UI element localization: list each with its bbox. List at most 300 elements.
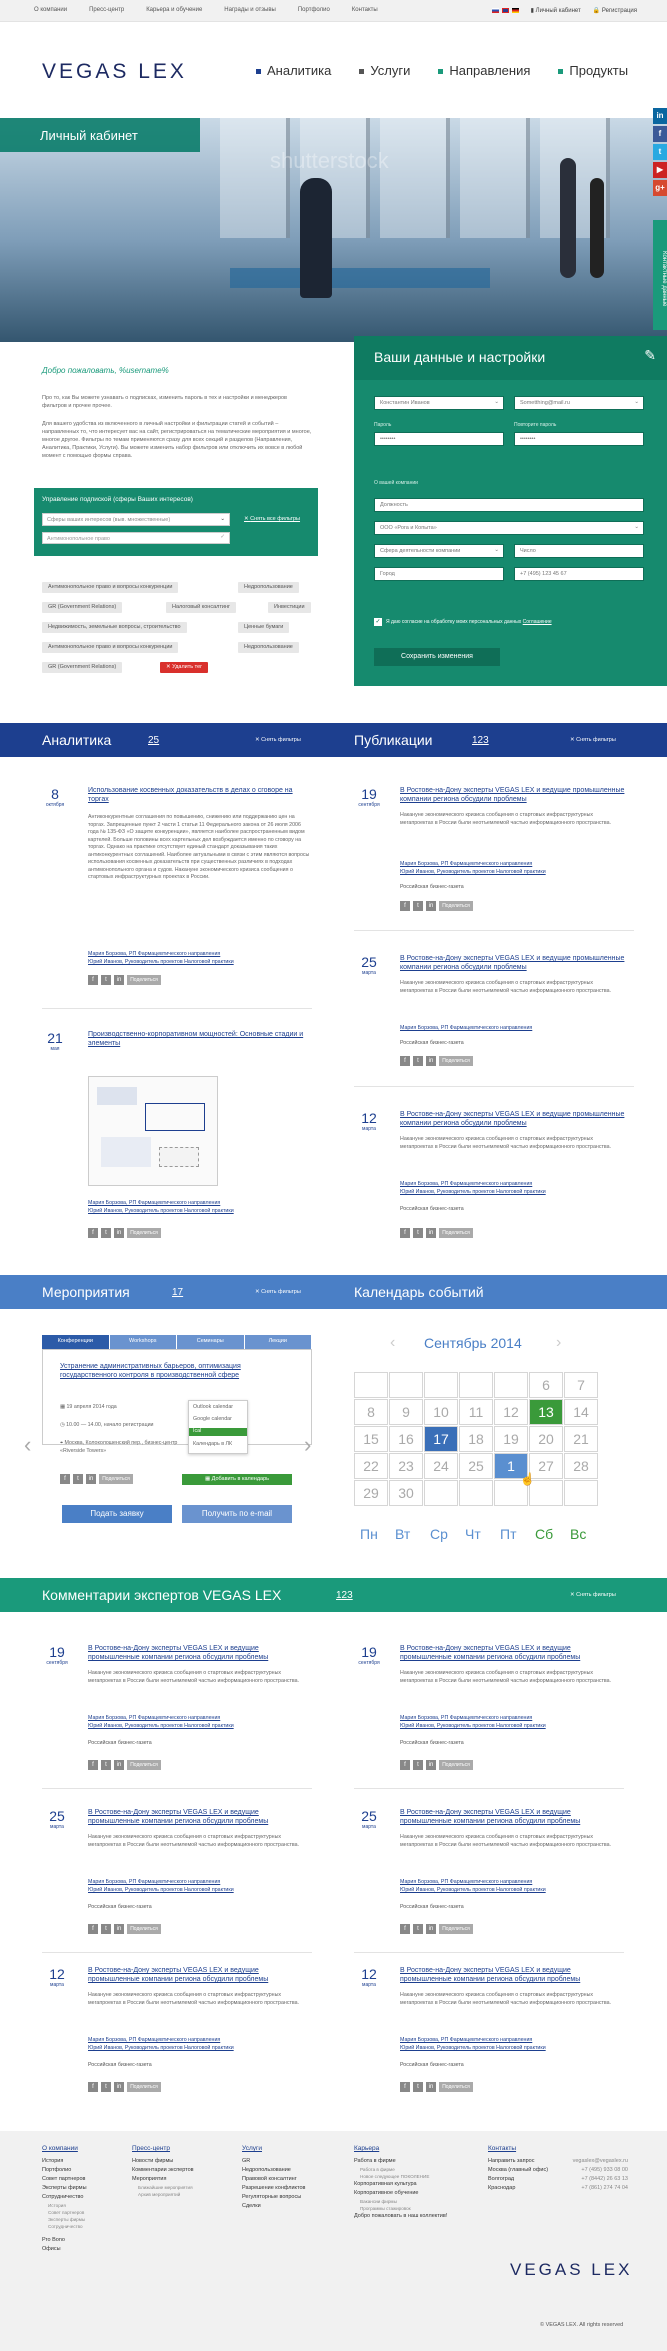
date-day: 25 — [49, 1808, 65, 1824]
facebook-icon[interactable]: f — [60, 1474, 70, 1484]
footer-sublink[interactable]: Ближайшие мероприятия — [138, 2185, 193, 2190]
phone-field[interactable]: +7 (495) 123 45 67 — [514, 567, 644, 581]
footer-link[interactable]: Разрешение конфликтов — [242, 2185, 306, 2191]
publication-text: Накануне экономического кризиса сообщения о стартовых инфраструктурных мегапроектах в России были неотъемлемой частью информационного пространства. — [400, 980, 612, 994]
save-button[interactable]: Сохранить изменения — [374, 648, 500, 666]
comment-text: Накануне экономического кризиса сообщения о стартовых инфраструктурных мегапроектах в России были неотъемлемой частью информационного пространства. — [88, 1834, 300, 1848]
calendar-day[interactable]: 21 — [564, 1426, 598, 1452]
events-reset-label: Снять фильтры — [261, 1289, 301, 1295]
calendar-day[interactable] — [459, 1372, 493, 1398]
facebook-icon[interactable]: f — [88, 2082, 98, 2092]
linkedin-icon[interactable]: in — [426, 2082, 436, 2092]
facebook-icon[interactable]: f — [88, 975, 98, 985]
date-month: марта — [362, 1126, 376, 1132]
square-icon — [558, 69, 563, 74]
comments-count[interactable]: 123 — [336, 1590, 353, 1601]
tab-lectures[interactable]: Лекции — [245, 1335, 313, 1349]
date-badge — [40, 786, 70, 808]
date-day: 19 — [361, 1644, 377, 1660]
contact-label: Краснодар — [488, 2185, 516, 2191]
password-repeat-field[interactable]: •••••••• — [514, 432, 644, 446]
register-link[interactable]: 🔒 Регистрация — [592, 8, 637, 14]
chevron-right-icon[interactable]: › — [304, 1432, 312, 1457]
twitter-icon[interactable]: t — [73, 1474, 83, 1484]
calendar-day[interactable]: 27 — [529, 1453, 563, 1479]
ru-flag-icon[interactable] — [492, 8, 499, 13]
source: Российская бизнес-газета — [400, 1904, 464, 1910]
calendar-day[interactable]: 12 — [494, 1399, 528, 1425]
footer-link[interactable]: Эксперты фирмы — [42, 2185, 87, 2191]
twitter-icon[interactable]: t — [101, 2082, 111, 2092]
chevron-left-icon[interactable]: ‹ — [24, 1432, 32, 1457]
source: Российская бизнес-газета — [88, 1904, 152, 1910]
logo[interactable]: VEGAS LEX — [42, 60, 187, 83]
calendar-day[interactable]: 7 — [564, 1372, 598, 1398]
name-field[interactable] — [374, 396, 504, 410]
youtube-icon[interactable]: ▶ — [653, 162, 667, 178]
tag[interactable]: Инвестиции — [268, 602, 311, 613]
footer-link[interactable]: Корпоративная культура — [354, 2181, 417, 2187]
twitter-icon[interactable]: t — [413, 1760, 423, 1770]
facebook-icon[interactable]: f — [400, 1760, 410, 1770]
top-nav — [34, 7, 378, 13]
author[interactable]: Юрий Иванов, Руководитель проектов Налоговой практики — [88, 959, 234, 965]
author[interactable]: Мария Борзова, РП Фармацевтического направления — [400, 1181, 533, 1187]
linkedin-icon[interactable]: in — [114, 975, 124, 985]
footer-link[interactable]: Добро пожаловать в наш коллектив! — [354, 2213, 448, 2219]
calendar-day[interactable] — [389, 1372, 423, 1398]
calendar-day[interactable] — [424, 1480, 458, 1506]
tab-workshops[interactable]: Workshops — [110, 1335, 178, 1349]
twitter-icon[interactable]: t — [101, 975, 111, 985]
source: Российская бизнес-газета — [88, 1740, 152, 1746]
calendar-day[interactable] — [459, 1480, 493, 1506]
calendar-day[interactable] — [354, 1372, 388, 1398]
calendar-day[interactable]: 22 — [354, 1453, 388, 1479]
footer-link[interactable]: Офисы — [42, 2246, 61, 2252]
footer-heading[interactable]: О компании — [42, 2145, 78, 2152]
analytics-reset-label: Снять фильтры — [261, 737, 301, 743]
event-title[interactable]: Устранение административных барьеров, оптимизация государственного контроля в производственной сфере — [60, 1363, 241, 1379]
remove-tag-button[interactable]: ✕ Удалить тег — [160, 662, 208, 673]
tab-conferences[interactable]: Конференции — [42, 1335, 110, 1349]
date-month: сентября — [358, 1660, 380, 1666]
menu-item[interactable]: Google calendar — [193, 1416, 232, 1422]
tag[interactable]: GR (Government Relations) — [42, 602, 122, 613]
author[interactable]: Мария Борзова, РП Фармацевтического направления — [400, 1715, 533, 1721]
event-date: ▦ 19 апреля 2014 года — [60, 1404, 117, 1410]
menu-item[interactable]: Календарь в ЛК — [193, 1441, 233, 1447]
analytics-reset[interactable]: ✕ Снять фильтры — [255, 737, 301, 743]
staff-field[interactable]: Число — [514, 544, 644, 558]
nav-services-label: Услуги — [370, 63, 411, 78]
comment-title[interactable]: В Ростове-на-Дону эксперты VEGAS LEX и ведущие промышленные компании региона обсудили проблемы — [400, 1967, 581, 1983]
remove-tag-label: Удалить тег — [172, 664, 203, 670]
footer-link[interactable]: Работа в фирме — [354, 2158, 396, 2164]
comments-reset[interactable]: ✕ Снять фильтры — [570, 1592, 616, 1598]
footer-heading[interactable]: Карьера — [354, 2145, 380, 2152]
share-button[interactable]: Поделиться — [439, 1056, 473, 1066]
tag[interactable]: Налоговый консалтинг — [166, 602, 236, 613]
date-badge — [354, 1110, 384, 1132]
footer-link[interactable]: Совет партнеров — [42, 2176, 86, 2182]
calendar-day[interactable]: 30 — [389, 1480, 423, 1506]
twitter-icon[interactable]: t — [101, 1924, 111, 1934]
email-field[interactable] — [514, 396, 644, 410]
top-nav-contacts[interactable]: Контакты — [351, 7, 378, 13]
sphere-field[interactable] — [374, 544, 504, 558]
tab-seminars[interactable]: Семинары — [177, 1335, 245, 1349]
comment-text: Накануне экономического кризиса сообщения о стартовых инфраструктурных мегапроектах в России были неотъемлемой частью информационного пространства. — [400, 1834, 612, 1848]
facebook-icon[interactable]: f — [88, 1228, 98, 1238]
author[interactable]: Юрий Иванов, Руководитель проектов Налоговой практики — [400, 1189, 546, 1195]
contacts-side-tab[interactable]: Контактные данные — [653, 220, 667, 330]
footer-sublink[interactable]: Сотрудничество — [48, 2224, 83, 2229]
facebook-icon[interactable]: f — [400, 2082, 410, 2092]
top-nav-awards[interactable]: Награды и отзывы — [224, 7, 276, 13]
footer-sublink[interactable]: Архив мероприятий — [138, 2192, 181, 2197]
publication-title[interactable]: В Ростове-на-Дону эксперты VEGAS LEX и ведущие промышленные компании региона обсудили проблемы — [400, 1111, 625, 1127]
author[interactable]: Мария Борзова, РП Фармацевтического направления — [88, 951, 221, 957]
linkedin-icon[interactable]: in — [114, 1228, 124, 1238]
contact-row — [488, 2184, 628, 2193]
tag[interactable]: Антимонопольное право и вопросы конкуренции — [42, 582, 178, 593]
linkedin-icon[interactable]: in — [114, 2082, 124, 2092]
footer-col-contacts — [488, 2144, 628, 2193]
facebook-icon[interactable]: f — [400, 1056, 410, 1066]
linkedin-icon[interactable]: in — [426, 1056, 436, 1066]
event-place: ⌖ Москва, Колоколошенский пер., бизнес-центр «Riverside Towers» — [60, 1440, 178, 1454]
calendar-day[interactable]: 6 — [529, 1372, 563, 1398]
share-button[interactable]: Поделиться — [439, 901, 473, 911]
footer-link[interactable]: История — [42, 2158, 64, 2164]
twitter-icon[interactable]: t — [413, 901, 423, 911]
name-value: Константин Иванов — [380, 400, 430, 406]
date-day: 21 — [47, 1030, 63, 1046]
divider — [354, 1788, 624, 1789]
footer-link[interactable]: Мероприятия — [132, 2176, 167, 2182]
footer-link[interactable]: Комментарии экспертов — [132, 2167, 194, 2173]
chevron-down-icon: ⌄ — [494, 547, 499, 553]
footer-sublink[interactable]: Новое следующее ПОКОЛЕНИЕ — [360, 2174, 430, 2179]
linkedin-icon[interactable]: in — [114, 1760, 124, 1770]
divider — [354, 1086, 634, 1087]
calendar-day[interactable]: 13 — [529, 1399, 563, 1425]
date-badge — [354, 1644, 384, 1666]
weekday-label: Вс — [570, 1526, 587, 1542]
de-flag-icon[interactable] — [512, 8, 519, 13]
publication-text: Накануне экономического кризиса сообщения о стартовых инфраструктурных мегапроектах в России были неотъемлемой частью информационного пространства. — [400, 812, 612, 826]
linkedin-icon[interactable]: in — [426, 1924, 436, 1934]
language-switcher[interactable] — [492, 7, 519, 14]
contact-label: Направить запрос — [488, 2158, 535, 2164]
calendar-day[interactable]: 8 — [354, 1399, 388, 1425]
linkedin-icon[interactable]: in — [426, 1760, 436, 1770]
events-count[interactable]: 17 — [172, 1287, 184, 1298]
date-badge — [40, 1030, 70, 1052]
top-nav-about[interactable]: О компании — [34, 7, 68, 13]
footer-link[interactable]: Недропользование — [242, 2167, 291, 2173]
personal-cabinet-link[interactable]: ▮ Личный кабинет — [530, 8, 581, 14]
date-badge — [354, 1966, 384, 1988]
footer-heading[interactable]: Контакты — [488, 2145, 517, 2152]
author[interactable]: Мария Борзова, РП Фармацевтического направления — [400, 1879, 533, 1885]
author[interactable]: Мария Борзова, РП Фармацевтического направления — [88, 1200, 221, 1206]
author[interactable]: Юрий Иванов, Руководитель проектов Налоговой практики — [400, 869, 546, 875]
date-day: 25 — [361, 954, 377, 970]
publication-text: Накануне экономического кризиса сообщения о стартовых инфраструктурных мегапроектах в России были неотъемлемой частью информационного пространства. — [400, 1136, 612, 1150]
facebook-icon[interactable]: f — [400, 1228, 410, 1238]
comment-title[interactable]: В Ростове-на-Дону эксперты VEGAS LEX и ведущие промышленные компании региона обсудили проблемы — [88, 1809, 269, 1825]
calendar-month: Сентябрь 2014 — [424, 1335, 522, 1351]
publication-title[interactable]: В Ростове-на-Дону эксперты VEGAS LEX и ведущие промышленные компании региона обсудили проблемы — [400, 787, 625, 803]
author[interactable]: Юрий Иванов, Руководитель проектов Налоговой практики — [400, 1723, 546, 1729]
googleplus-icon[interactable]: g+ — [653, 180, 667, 196]
facebook-icon[interactable]: f — [88, 1760, 98, 1770]
twitter-icon[interactable]: t — [413, 1228, 423, 1238]
twitter-icon[interactable]: t — [653, 144, 667, 160]
calendar-day[interactable]: 23 — [389, 1453, 423, 1479]
events-reset[interactable]: ✕ Снять фильтры — [255, 1289, 301, 1295]
city-field[interactable]: Город — [374, 567, 504, 581]
welcome-heading: Добро пожаловать, %username% — [42, 366, 169, 375]
share-button[interactable]: Поделиться — [439, 2082, 473, 2092]
menu-item[interactable]: Outlook calendar — [193, 1404, 234, 1410]
event-date-text: 19 апреля 2014 года — [66, 1404, 117, 1410]
footer-sublink[interactable]: Эксперты фирмы — [48, 2217, 86, 2222]
article-title[interactable]: Использование косвенных доказательств в делах о сговоре на торгах — [88, 787, 293, 803]
comment-title[interactable]: В Ростове-на-Дону эксперты VEGAS LEX и ведущие промышленные компании региона обсудили проблемы — [88, 1967, 269, 1983]
chevron-down-icon: ⌄ — [220, 516, 225, 522]
calendar-day[interactable]: 10 — [424, 1399, 458, 1425]
source: Российская бизнес-газета — [400, 884, 464, 890]
contact-value[interactable]: +7 (861) 274 74 04 — [581, 2185, 628, 2191]
author[interactable]: Юрий Иванов, Руководитель проектов Налоговой практики — [400, 1887, 546, 1893]
weekday-label: Пн — [360, 1526, 378, 1542]
article-title[interactable]: Производственно-корпоративном мощностей: Основные стадии и элементы — [88, 1031, 304, 1047]
facebook-icon[interactable]: f — [400, 1924, 410, 1934]
calendar-day[interactable]: 15 — [354, 1426, 388, 1452]
tag[interactable]: Ценные бумаги — [238, 622, 289, 633]
calendar-day[interactable]: 17 — [424, 1426, 458, 1452]
apply-button[interactable]: Подать заявку — [62, 1505, 172, 1523]
edit-icon[interactable]: ✎ — [644, 347, 656, 363]
linkedin-icon[interactable]: in — [653, 108, 667, 124]
password-field[interactable]: •••••••• — [374, 432, 504, 446]
linkedin-icon[interactable]: in — [86, 1474, 96, 1484]
author[interactable]: Юрий Иванов, Руководитель проектов Налоговой практики — [88, 1887, 234, 1893]
share-bar — [88, 1760, 161, 1770]
linkedin-icon[interactable]: in — [426, 1228, 436, 1238]
calendar-day[interactable] — [494, 1372, 528, 1398]
calendar-day[interactable]: 1 — [494, 1453, 528, 1479]
share-button[interactable]: Поделиться — [127, 1760, 161, 1770]
selected-interest-label: Антимонопольное право — [47, 536, 110, 542]
date-month: марта — [50, 1982, 64, 1988]
comments-title: Комментарии экспертов VEGAS LEX — [42, 1587, 282, 1603]
contact-value[interactable]: vegaslex@vegaslex.ru — [572, 2158, 628, 2164]
company-field[interactable] — [374, 521, 644, 535]
comment-title[interactable]: В Ростове-на-Дону эксперты VEGAS LEX и ведущие промышленные компании региона обсудили проблемы — [400, 1645, 581, 1661]
footer-link[interactable]: Корпоративное обучение — [354, 2190, 419, 2196]
settings-panel — [354, 336, 667, 686]
tag-list — [42, 582, 322, 692]
nav-services[interactable] — [359, 63, 410, 78]
footer-link[interactable]: GR — [242, 2158, 251, 2164]
date-day: 25 — [361, 1808, 377, 1824]
contact-row — [488, 2175, 628, 2184]
footer-sublink[interactable]: История — [48, 2203, 66, 2208]
share-button[interactable]: Поделиться — [127, 975, 161, 985]
footer-link[interactable]: Сделки — [242, 2203, 261, 2209]
reset-filters-link[interactable]: ✕ Снять все фильтры — [244, 516, 301, 522]
linkedin-icon[interactable]: in — [426, 901, 436, 911]
chevron-down-icon: ⌄ — [634, 399, 639, 405]
date-day: 19 — [49, 1644, 65, 1660]
twitter-icon[interactable]: t — [413, 1056, 423, 1066]
footer-link[interactable]: Новости фирмы — [132, 2158, 174, 2164]
facebook-icon[interactable]: f — [88, 1924, 98, 1934]
source: Российская бизнес-газета — [400, 2062, 464, 2068]
selected-interest[interactable] — [42, 532, 230, 544]
event-tabs — [42, 1335, 312, 1349]
author[interactable]: Мария Борзова, РП Фармацевтического направления — [88, 1715, 221, 1721]
calendar-day[interactable]: 20 — [529, 1426, 563, 1452]
footer-logo[interactable]: VEGAS LEX — [510, 2260, 633, 2279]
calendar-day[interactable]: 24 — [424, 1453, 458, 1479]
share-button[interactable]: Поделиться — [439, 1760, 473, 1770]
nav-directions[interactable] — [438, 63, 530, 78]
add-to-calendar-button[interactable]: ▦ Добавить в календарь — [182, 1474, 292, 1485]
footer-link[interactable]: Регуляторные вопросы — [242, 2194, 302, 2200]
seats-shape — [230, 268, 490, 288]
author[interactable]: Юрий Иванов, Руководитель проектов Налоговой практики — [88, 1723, 234, 1729]
footer-link[interactable]: Pro Bono — [42, 2237, 65, 2243]
agree-label — [386, 619, 552, 625]
top-nav-press[interactable]: Пресс-центр — [89, 7, 125, 13]
nav-analytics[interactable] — [256, 63, 331, 78]
contact-value[interactable]: +7 (8442) 26 63 13 — [581, 2176, 628, 2182]
nav-products[interactable] — [558, 63, 628, 78]
twitter-icon[interactable]: t — [413, 1924, 423, 1934]
footer-link[interactable]: Портфолио — [42, 2167, 72, 2173]
share-button[interactable]: Поделиться — [439, 1228, 473, 1238]
interests-select[interactable] — [42, 513, 230, 526]
calendar-day[interactable]: 28 — [564, 1453, 598, 1479]
share-button[interactable]: Поделиться — [127, 1924, 161, 1934]
author[interactable]: Мария Борзова, РП Фармацевтического направления — [88, 2037, 221, 2043]
analytics-count[interactable]: 25 — [148, 735, 160, 746]
linkedin-icon[interactable]: in — [114, 1924, 124, 1934]
tag[interactable]: GR (Government Relations) — [42, 662, 122, 673]
source: Российская бизнес-газета — [400, 1206, 464, 1212]
footer-sublink[interactable]: Работа в фирме — [360, 2167, 395, 2172]
menu-item[interactable]: Ical — [189, 1428, 247, 1436]
footer-link[interactable]: Сотрудничество — [42, 2194, 84, 2200]
en-flag-icon[interactable] — [502, 8, 509, 13]
facebook-icon[interactable]: f — [653, 126, 667, 142]
comment-title[interactable]: В Ростове-на-Дону эксперты VEGAS LEX и ведущие промышленные компании региона обсудили проблемы — [400, 1809, 581, 1825]
share-button[interactable]: Поделиться — [99, 1474, 133, 1484]
publication-title[interactable]: В Ростове-на-Дону эксперты VEGAS LEX и ведущие промышленные компании региона обсудили проблемы — [400, 955, 625, 971]
events-title: Мероприятия — [42, 1284, 130, 1300]
author[interactable]: Юрий Иванов, Руководитель проектов Налоговой практики — [88, 1208, 234, 1214]
email-button[interactable]: Получить по e-mail — [182, 1505, 292, 1523]
calendar-day[interactable]: 18 — [459, 1426, 493, 1452]
author[interactable]: Мария Борзова, РП Фармацевтического направления — [88, 1879, 221, 1885]
tag[interactable]: Недропользование — [238, 582, 299, 593]
date-badge — [42, 1808, 72, 1830]
author[interactable]: Мария Борзова, РП Фармацевтического направления — [400, 1025, 533, 1031]
tag[interactable]: Недропользование — [238, 642, 299, 653]
footer-heading[interactable]: Услуги — [242, 2145, 262, 2152]
calendar-day[interactable] — [424, 1372, 458, 1398]
footer-heading[interactable]: Пресс-центр — [132, 2145, 171, 2152]
contact-value[interactable]: +7 (495) 933 08 00 — [581, 2167, 628, 2173]
calendar-day[interactable]: 16 — [389, 1426, 423, 1452]
footer-sublink[interactable]: Программы стажировок — [360, 2206, 411, 2211]
share-bar — [88, 2082, 161, 2092]
comment-title[interactable]: В Ростове-на-Дону эксперты VEGAS LEX и ведущие промышленные компании региона обсудили проблемы — [88, 1645, 269, 1661]
calendar-day[interactable]: 9 — [389, 1399, 423, 1425]
author[interactable]: Мария Борзова, РП Фармацевтического направления — [400, 2037, 533, 2043]
share-button[interactable]: Поделиться — [439, 1924, 473, 1934]
footer-link[interactable]: Правовой консалтинг — [242, 2176, 297, 2182]
publications-count[interactable]: 123 — [472, 735, 489, 746]
event-time: ◷ 10.00 — 14.00, начало регистрации — [60, 1422, 154, 1428]
author[interactable]: Мария Борзова, РП Фармацевтического направления — [400, 861, 533, 867]
calendar-day[interactable]: 11 — [459, 1399, 493, 1425]
publications-reset[interactable]: ✕ Снять фильтры — [570, 737, 616, 743]
agree-checkbox[interactable]: ✓ — [375, 619, 381, 625]
agreement-link[interactable]: Соглашение — [522, 619, 552, 625]
tag[interactable]: Антимонопольное право и вопросы конкуренции — [42, 642, 178, 653]
weekday-label: Чт — [465, 1526, 481, 1542]
share-button[interactable]: Поделиться — [127, 1228, 161, 1238]
author[interactable]: Юрий Иванов, Руководитель проектов Налоговой практики — [88, 2045, 234, 2051]
weekday-label: Ср — [430, 1526, 448, 1542]
twitter-icon[interactable]: t — [101, 1760, 111, 1770]
share-bar — [60, 1474, 133, 1484]
top-nav-career[interactable]: Карьера и обучение — [146, 7, 203, 13]
author[interactable]: Юрий Иванов, Руководитель проектов Налоговой практики — [400, 2045, 546, 2051]
twitter-icon[interactable]: t — [413, 2082, 423, 2092]
top-nav-portfolio[interactable]: Портфолио — [297, 7, 330, 13]
date-badge — [354, 786, 384, 808]
chevron-left-icon[interactable]: ‹ — [390, 1334, 396, 1351]
share-button[interactable]: Поделиться — [127, 2082, 161, 2092]
footer-sublink[interactable]: Совет партнеров — [48, 2210, 85, 2215]
calendar-day[interactable]: 29 — [354, 1480, 388, 1506]
facebook-icon[interactable]: f — [400, 901, 410, 911]
twitter-icon[interactable]: t — [101, 1228, 111, 1238]
add-to-calendar-label: Добавить в календарь — [211, 1476, 270, 1482]
calendar-day[interactable]: 19 — [494, 1426, 528, 1452]
position-field[interactable]: Должность — [374, 498, 644, 512]
source: Российская бизнес-газета — [400, 1740, 464, 1746]
footer-sublink[interactable]: Вакансии фирмы — [360, 2199, 397, 2204]
share-bar — [400, 2082, 473, 2092]
calendar-day[interactable]: 14 — [564, 1399, 598, 1425]
check-icon: ✓ — [220, 534, 225, 540]
calendar-day[interactable] — [564, 1480, 598, 1506]
main-nav — [256, 63, 628, 78]
chevron-right-icon[interactable]: › — [556, 1334, 562, 1351]
calendar-day[interactable]: 25 — [459, 1453, 493, 1479]
date-month: марта — [362, 1824, 376, 1830]
share-bar — [400, 1228, 473, 1238]
tag[interactable]: Недвижимость, земельные вопросы, строительство — [42, 622, 187, 633]
